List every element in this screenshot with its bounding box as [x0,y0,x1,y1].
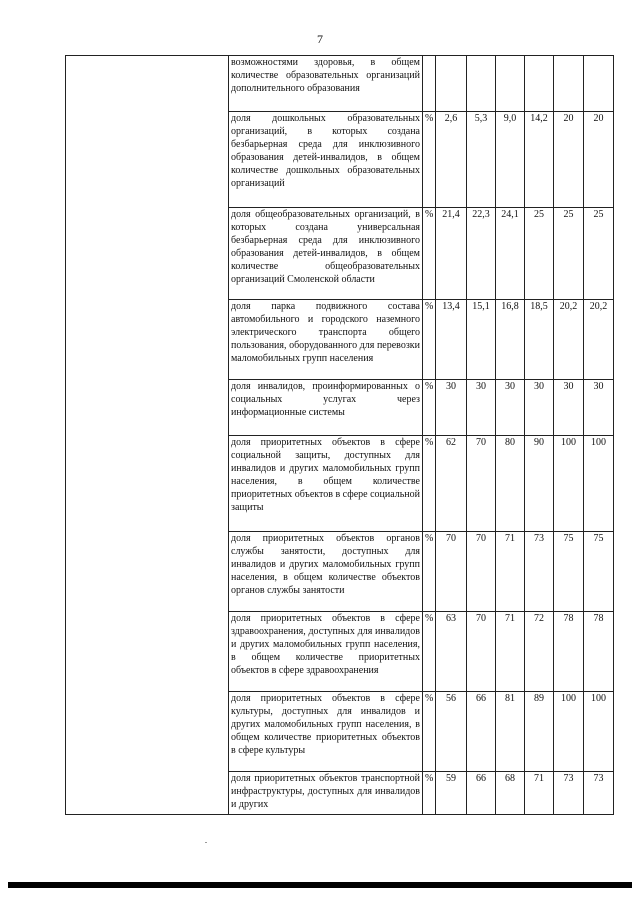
indicator-description: доля приоритетных объектов транспортной инфраструктуры, доступных для инвалидов и других [229,772,423,815]
value-cell: 20,2 [554,300,584,380]
value-cell: 73 [584,772,614,815]
value-cell [436,56,467,112]
indicator-description: доля инвалидов, проинформированных о социальных услугах через информационные системы [229,380,423,436]
unit-cell: % [423,300,436,380]
value-cell: 63 [436,612,467,692]
page-number: 7 [317,32,323,46]
indicator-description: доля приоритетных объектов в сфере социальной защиты, доступных для инвалидов и других маломобильных групп населения, в общем количестве приоритетных объектов в сфере социальной защиты [229,436,423,532]
indicator-description: доля приоритетных объектов в сфере культуры, доступных для инвалидов и других маломобильных групп населения, в общем количестве приоритетных объектов в сфере культуры [229,692,423,772]
value-cell: 56 [436,692,467,772]
unit-cell: % [423,692,436,772]
indicator-description: доля дошкольных образовательных организаций, в которых создана безбарьерная среда для инклюзивного образования детей-инвалидов, в общем количестве дошкольных образовательных организаций [229,112,423,208]
indicator-description: доля приоритетных объектов в сфере здравоохранения, доступных для инвалидов и других маломобильных групп населения, в общем количестве приоритетных объектов в сфере здравоохранения [229,612,423,692]
value-cell: 13,4 [436,300,467,380]
value-cell: 2,6 [436,112,467,208]
value-cell: 20 [554,112,584,208]
value-cell: 70 [467,532,496,612]
indicators-table [65,55,614,815]
value-cell: 25 [554,208,584,300]
value-cell: 14,2 [525,112,554,208]
value-cell: 78 [554,612,584,692]
indicator-description: возможностями здоровья, в общем количестве образовательных организаций дополнительного образования [229,56,423,112]
value-cell: 70 [436,532,467,612]
value-cell: 18,5 [525,300,554,380]
value-cell: 21,4 [436,208,467,300]
unit-cell: % [423,772,436,815]
value-cell: 24,1 [496,208,525,300]
table-row [66,56,614,112]
indicator-description: доля парка подвижного состава автомобильного и городского наземного электрического транспорта общего пользования, оборудованного для перевозки маломобильных групп населения [229,300,423,380]
unit-cell: % [423,208,436,300]
scan-speck [205,842,207,843]
value-cell: 62 [436,436,467,532]
value-cell: 78 [584,612,614,692]
value-cell: 22,3 [467,208,496,300]
unit-cell: % [423,436,436,532]
value-cell: 25 [525,208,554,300]
value-cell: 80 [496,436,525,532]
unit-cell: % [423,380,436,436]
value-cell: 81 [496,692,525,772]
value-cell: 59 [436,772,467,815]
value-cell: 16,8 [496,300,525,380]
value-cell: 100 [554,692,584,772]
value-cell: 68 [496,772,525,815]
unit-cell: % [423,112,436,208]
value-cell: 30 [554,380,584,436]
value-cell: 75 [554,532,584,612]
value-cell: 72 [525,612,554,692]
value-cell: 71 [496,532,525,612]
value-cell: 30 [436,380,467,436]
value-cell: 9,0 [496,112,525,208]
value-cell: 20,2 [584,300,614,380]
value-cell: 15,1 [467,300,496,380]
indicator-description: доля приоритетных объектов органов службы занятости, доступных для инвалидов и других маломобильных групп населения, в общем количестве объектов органов службы занятости [229,532,423,612]
value-cell: 66 [467,692,496,772]
value-cell: 73 [525,532,554,612]
value-cell: 100 [554,436,584,532]
value-cell [496,56,525,112]
value-cell: 30 [467,380,496,436]
value-cell: 20 [584,112,614,208]
value-cell: 5,3 [467,112,496,208]
value-cell: 71 [496,612,525,692]
value-cell: 25 [584,208,614,300]
value-cell: 75 [584,532,614,612]
value-cell: 90 [525,436,554,532]
value-cell: 30 [584,380,614,436]
unit-cell: % [423,612,436,692]
unit-cell: % [423,532,436,612]
value-cell [467,56,496,112]
value-cell: 66 [467,772,496,815]
bottom-scan-bar [8,882,632,888]
value-cell: 70 [467,436,496,532]
value-cell [584,56,614,112]
value-cell: 70 [467,612,496,692]
value-cell: 30 [525,380,554,436]
value-cell: 100 [584,436,614,532]
value-cell: 73 [554,772,584,815]
value-cell [554,56,584,112]
blank-column [66,56,229,815]
unit-cell [423,56,436,112]
value-cell: 100 [584,692,614,772]
value-cell: 89 [525,692,554,772]
value-cell: 30 [496,380,525,436]
indicator-description: доля общеобразовательных организаций, в которых создана универсальная безбарьерная среда для инклюзивного образования детей-инвалидов, в общем количестве общеобразовательных организаций Смоленской области [229,208,423,300]
value-cell: 71 [525,772,554,815]
value-cell [525,56,554,112]
